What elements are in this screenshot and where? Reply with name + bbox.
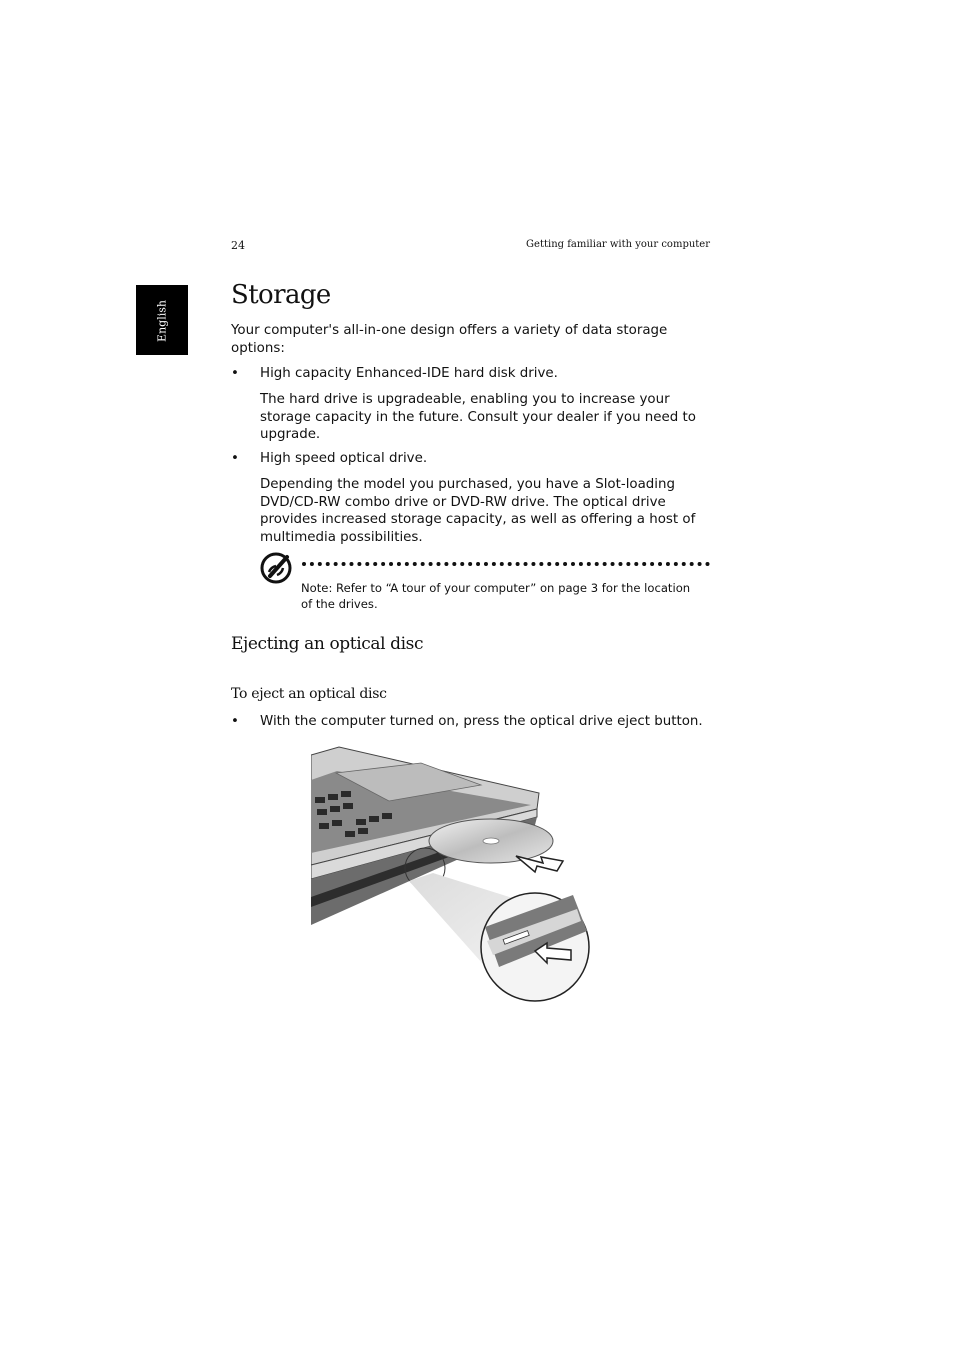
page-number: 24: [231, 239, 245, 252]
bullet-dot: •: [231, 714, 239, 729]
bullet-detail: The hard drive is upgradeable, enabling you to increase your storage capacity in the future. Consult your dealer if you need to upgrade.: [260, 392, 696, 443]
step-text: With the computer turned on, press the optical drive eject button.: [260, 714, 703, 729]
subsection-title: Ejecting an optical disc: [231, 634, 424, 654]
bullet-dot: •: [231, 366, 239, 381]
language-tab-label: English: [155, 300, 169, 342]
bullet-detail: Depending the model you purchased, you have a Slot-loading DVD/CD-RW combo drive or DVD-RW drive. The optical drive provides increased storage capacity, as well as offering a host of multimedia possibilities.: [260, 477, 696, 545]
intro-paragraph: Your computer's all-in-one design offers a variety of data storage options:: [231, 323, 668, 356]
eject-illustration: [311, 745, 633, 1015]
bullet-label: High speed optical drive.: [260, 451, 428, 466]
note-text: Note: Refer to “A tour of your computer” on page 3 for the location of the drives.: [301, 581, 691, 611]
note-pen-icon: [260, 551, 294, 589]
language-tab: [136, 285, 188, 355]
bullet-label: High capacity Enhanced-IDE hard disk drive.: [260, 366, 558, 381]
bullet-dot: •: [231, 451, 239, 466]
note-divider: [302, 562, 710, 566]
section-title: Storage: [231, 280, 331, 310]
running-header: Getting familiar with your computer: [526, 239, 710, 250]
procedure-title: To eject an optical disc: [231, 686, 387, 702]
